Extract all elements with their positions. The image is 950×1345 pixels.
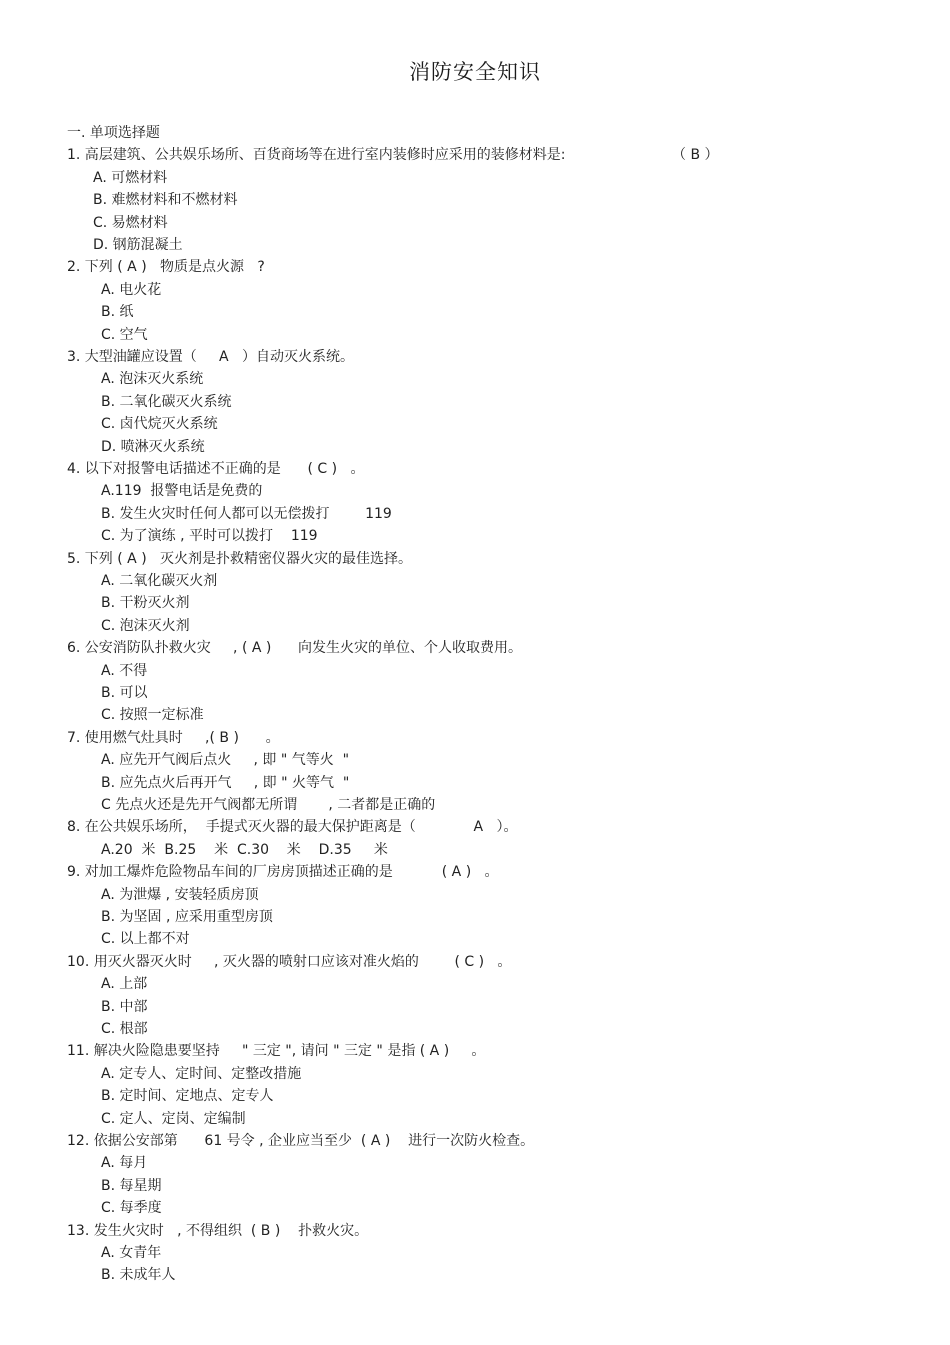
answer-option: A. 可燃材料 xyxy=(93,169,168,186)
question-stem: 12. 依据公安部第 61 号令 , 企业应当至少 ( A ) 进行一次防火检查。 xyxy=(67,1133,535,1149)
answer-option: C. 泡沫灭火剂 xyxy=(101,617,190,634)
question-stem: 4. 以下对报警电话描述不正确的是 ( C ) 。 xyxy=(67,461,365,477)
answer-option: A. 女青年 xyxy=(101,1245,162,1261)
answer-option: A. 定专人、定时间、定整改措施 xyxy=(101,1065,302,1082)
answer-option: B. 定时间、定地点、定专人 xyxy=(101,1088,274,1105)
answer-option: A. 上部 xyxy=(101,976,148,993)
question-stem: 9. 对加工爆炸危险物品车间的厂房房顶描述正确的是 ( A ) 。 xyxy=(67,864,499,881)
answer-option: A. 二氧化碳灭火剂 xyxy=(101,573,218,589)
answer-option: A. 为泄爆 , 安装轻质房顶 xyxy=(101,886,259,903)
answer-option: B. 二氧化碳灭火系统 xyxy=(101,393,232,410)
answer-option: D. 喷淋灭火系统 xyxy=(101,438,205,455)
answer-option: B. 为坚固 , 应采用重型房顶 xyxy=(101,909,273,925)
answer-option: A. 电火花 xyxy=(101,281,162,298)
question-stem: 10. 用灭火器灭火时 , 灭火器的喷射口应该对准火焰的 ( C ) 。 xyxy=(67,953,512,970)
question-stem: 3. 大型油罐应设置（ A ）自动灭火系统。 xyxy=(67,349,354,365)
answer-option: C. 卤代烷灭火系统 xyxy=(101,416,218,433)
question-stem: 11. 解决火险隐患要坚持 " 三定 ", 请问 " 三定 " 是指 ( A ) 。 xyxy=(67,1043,486,1060)
answer-option: A. 不得 xyxy=(101,662,148,679)
answer-option: B. 难燃材料和不燃材料 xyxy=(93,192,238,209)
answer-option: C. 易燃材料 xyxy=(93,214,168,231)
answer-option: B. 应先点火后再开气 , 即 " 火等气 " xyxy=(101,774,350,791)
answer-option: A. 应先开气阀后点火 , 即 " 气等火 " xyxy=(101,752,350,769)
answer-option: A.119 报警电话是免费的 xyxy=(101,483,263,500)
question-stem: 13. 发生火灾时 , 不得组织 ( B ) 扑救火灾。 xyxy=(67,1222,369,1239)
question-stem: 1. 高层建筑、公共娱乐场所、百货商场等在进行室内装修时应采用的装修材料是: xyxy=(67,147,566,164)
answer-option: C. 按照一定标准 xyxy=(101,707,204,724)
section-heading: 一. 单项选择题 xyxy=(67,125,160,141)
question-stem: 2. 下列 ( A ) 物质是点火源 ? xyxy=(67,259,265,276)
answer-option: C 先点火还是先开气阀都无所谓 , 二者都是正确的 xyxy=(101,797,436,813)
answer-option: B. 可以 xyxy=(101,685,148,701)
answer-option: B. 纸 xyxy=(101,304,134,321)
answer-option: B. 中部 xyxy=(101,998,148,1015)
answer-option: D. 钢筋混凝土 xyxy=(93,237,183,253)
answer-option: B. 干粉灭火剂 xyxy=(101,595,190,612)
answer-option: C. 定人、定岗、定编制 xyxy=(101,1110,246,1127)
answer-option: C. 每季度 xyxy=(101,1200,162,1217)
answer-option: B. 发生火灾时任何人都可以无偿拨打 119 xyxy=(101,505,392,522)
page-title: 消防安全知识 xyxy=(409,60,541,84)
answer-option: A. 每月 xyxy=(101,1155,148,1172)
answer-option: C. 空气 xyxy=(101,326,148,343)
answer-option: C. 根部 xyxy=(101,1021,148,1037)
answer-option: B. 未成年人 xyxy=(101,1267,176,1284)
answer-option: C. 以上都不对 xyxy=(101,931,190,948)
question-stem: 8. 在公共娱乐场所， 手提式灭火器的最大保护距离是（ A ）。 xyxy=(67,819,518,836)
question-stem: 7. 使用燃气灶具时 ,( B ) 。 xyxy=(67,729,280,746)
question-stem: 6. 公安消防队扑救火灾 , ( A ) 向发生火灾的单位、个人收取费用。 xyxy=(67,640,523,657)
question-stem: 5. 下列 ( A ) 灭火剂是扑救精密仪器火灾的最佳选择。 xyxy=(67,550,413,567)
answer-option: B. 每星期 xyxy=(101,1177,162,1194)
answer-option: C. 为了演练 , 平时可以拨打 119 xyxy=(101,528,318,545)
answer-option: A. 泡沫灭火系统 xyxy=(101,371,204,388)
answer-mark: （ B ） xyxy=(672,147,719,164)
answer-option: A.20 米 B.25 米 C.30 米 D.35 米 xyxy=(101,841,388,858)
